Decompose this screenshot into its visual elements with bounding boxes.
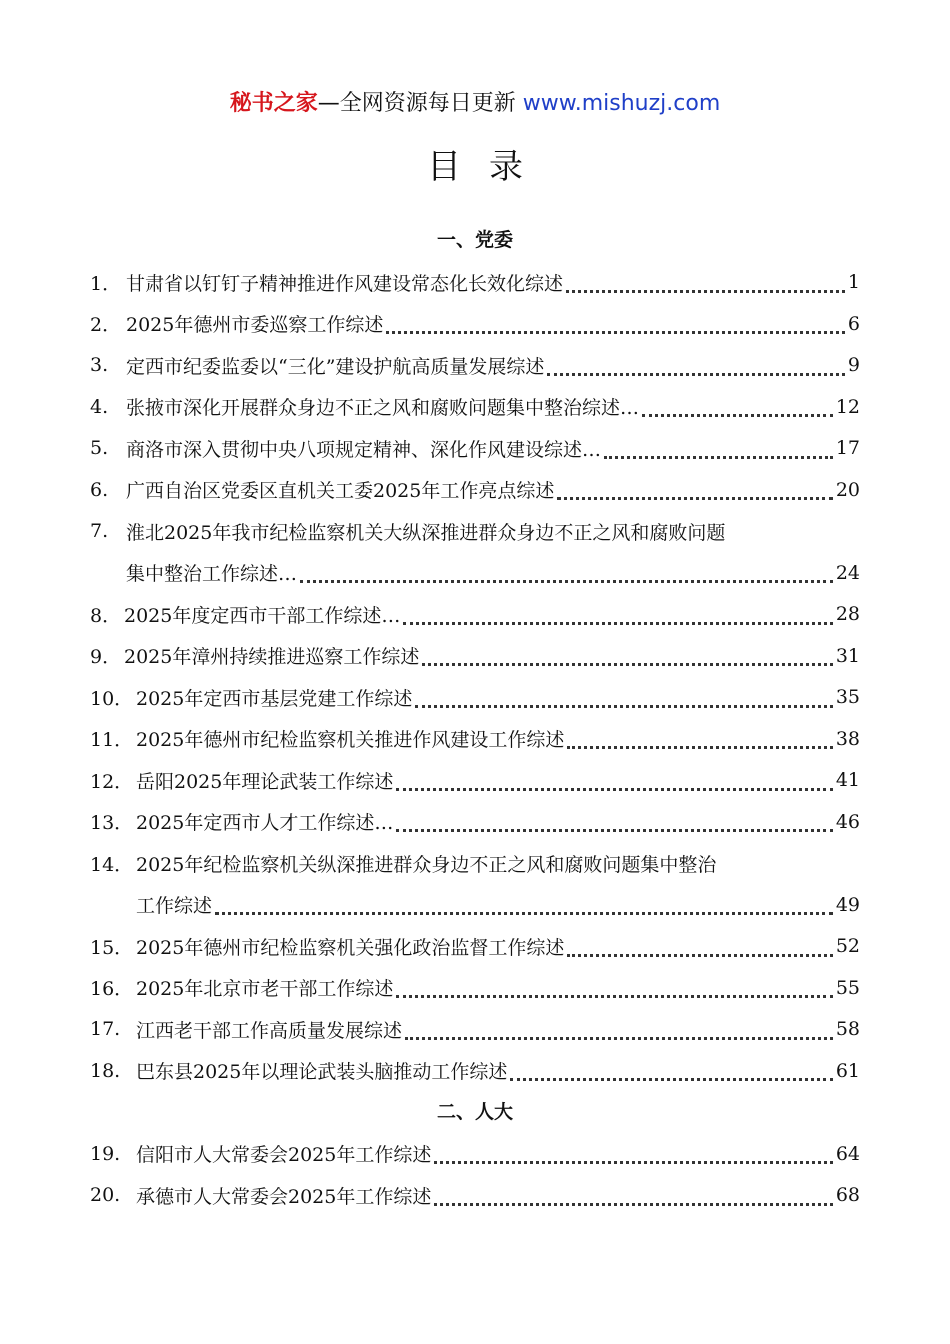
entry-title: 2025年纪检监察机关纵深推进群众身边不正之风和腐败问题集中整治 — [136, 853, 717, 876]
dot-leader — [566, 268, 845, 293]
toc-entry[interactable] — [90, 677, 860, 719]
entry-page: 38 — [835, 727, 860, 750]
dot-leader — [403, 600, 832, 625]
entry-title: 甘肃省以钉钉子精神推进作风建设常态化长效化综述 — [126, 272, 564, 295]
dot-leader — [567, 724, 832, 749]
entry-title-continued: 集中整治工作综述… — [126, 563, 298, 586]
entry-page: 61 — [835, 1059, 860, 1082]
entry-number: 9． — [90, 646, 122, 669]
entry-title: 定西市纪委监委以“三化”建设护航高质量发展综述 — [126, 355, 545, 378]
dot-leader — [415, 683, 832, 708]
entry-title: 2025年德州市纪检监察机关推进作风建设工作综述 — [136, 729, 565, 752]
entry-title: 岳阳2025年理论武装工作综述 — [136, 770, 394, 793]
toc-entry[interactable] — [90, 303, 860, 345]
entry-page: 17 — [835, 437, 860, 460]
brand-name: 秘书之家 — [229, 91, 318, 116]
entry-title: 2025年北京市老干部工作综述 — [136, 978, 394, 1001]
entry-number: 4. — [90, 395, 109, 418]
entry-page: 46 — [835, 810, 860, 833]
toc-entry[interactable] — [90, 967, 860, 1009]
entry-number: 10． — [90, 687, 134, 710]
dot-leader — [422, 641, 832, 666]
toc-entry[interactable] — [90, 635, 860, 677]
entry-title: 2025年定西市人才工作综述… — [136, 812, 394, 835]
entry-title: 2025年度定西市干部工作综述… — [124, 604, 401, 627]
dot-leader — [215, 890, 833, 915]
toc-entry[interactable] — [90, 511, 860, 553]
toc-entry[interactable] — [90, 345, 860, 387]
entry-title: 2025年漳州持续推进巡察工作综述 — [124, 646, 420, 669]
entry-number: 14． — [90, 853, 134, 876]
toc-entry-continuation[interactable] — [90, 884, 860, 926]
entry-title: 承德市人大常委会2025年工作综述 — [136, 1185, 432, 1208]
entry-number: 13． — [90, 812, 134, 835]
dot-leader — [396, 973, 832, 998]
entry-page: 55 — [835, 976, 860, 999]
toc-entry[interactable] — [90, 760, 860, 802]
dot-leader — [300, 558, 833, 583]
entry-title: 巴东县2025年以理论武装头脑推动工作综述 — [136, 1061, 508, 1084]
entry-number: 18. — [90, 1059, 121, 1082]
entry-number: 6. — [90, 478, 109, 501]
dot-leader — [642, 392, 833, 417]
entry-page: 35 — [835, 686, 860, 709]
toc-entry[interactable] — [90, 1009, 860, 1051]
entry-page: 1 — [847, 271, 860, 294]
entry-page: 49 — [835, 893, 860, 916]
entry-number: 3. — [90, 354, 109, 377]
entry-title: 江西老干部工作高质量发展综述 — [136, 1019, 403, 1042]
site-url-link[interactable]: www.mishuzj.com — [522, 91, 721, 116]
entry-number: 16． — [90, 978, 134, 1001]
toc-entry[interactable] — [90, 843, 860, 885]
dot-leader — [510, 1056, 832, 1081]
dot-leader — [557, 475, 832, 500]
entry-title: 广西自治区党委区直机关工委2025年工作亮点综述 — [126, 480, 555, 503]
dot-leader — [434, 1139, 832, 1164]
toc-entry[interactable] — [90, 594, 860, 636]
entry-number: 2． — [90, 314, 122, 337]
dot-leader — [434, 1181, 832, 1206]
dot-leader — [547, 351, 844, 376]
entry-title: 商洛市深入贯彻中央八项规定精神、深化作风建设综述… — [126, 438, 602, 461]
entry-page: 28 — [835, 603, 860, 626]
entry-title: 信阳市人大常委会2025年工作综述 — [136, 1144, 432, 1167]
entry-number: 15． — [90, 936, 134, 959]
entry-page: 64 — [835, 1142, 860, 1165]
toc-entry-continuation[interactable] — [90, 552, 860, 594]
entry-page: 68 — [835, 1184, 860, 1207]
dot-leader — [386, 309, 845, 334]
entry-title: 2025年德州市纪检监察机关强化政治监督工作综述 — [136, 936, 565, 959]
toc-entry[interactable] — [90, 926, 860, 968]
entry-page: 58 — [835, 1018, 860, 1041]
entry-number: 12． — [90, 770, 134, 793]
entry-title-continued: 工作综述 — [136, 895, 213, 918]
entry-page: 9 — [847, 354, 860, 377]
section-heading-npc: 二、人大 — [436, 1100, 513, 1123]
entry-page: 31 — [835, 644, 860, 667]
page-title: 目录 — [427, 147, 551, 187]
entry-number: 8． — [90, 604, 122, 627]
dot-leader — [567, 932, 832, 957]
dot-leader — [405, 1015, 833, 1040]
entry-page: 41 — [835, 769, 860, 792]
entry-number: 20. — [90, 1184, 121, 1207]
table-of-contents — [90, 220, 860, 1216]
entry-title: 2025年定西市基层党建工作综述 — [136, 687, 413, 710]
section-heading-party: 一、党委 — [436, 229, 513, 251]
entry-page: 20 — [835, 478, 860, 501]
banner-slogan: —全网资源每日更新 — [317, 91, 516, 116]
toc-entry[interactable] — [90, 262, 860, 304]
entry-number: 1． — [90, 272, 122, 295]
entry-number: 17. — [90, 1018, 121, 1041]
entry-number: 5. — [90, 437, 109, 460]
toc-entry[interactable] — [90, 1050, 860, 1092]
toc-entry[interactable] — [90, 428, 860, 470]
dot-leader — [604, 434, 833, 459]
dot-leader — [396, 766, 832, 791]
toc-entry[interactable] — [90, 1133, 860, 1175]
toc-entry[interactable] — [90, 1175, 860, 1217]
entry-page: 24 — [835, 561, 860, 584]
entry-title: 张掖市深化开展群众身边不正之风和腐败问题集中整治综述… — [126, 397, 640, 420]
entry-title: 2025年德州市委巡察工作综述 — [126, 314, 384, 337]
toc-entry[interactable] — [90, 386, 860, 428]
entry-number: 7. — [90, 520, 109, 543]
entry-page: 52 — [835, 935, 860, 958]
toc-entry[interactable] — [90, 469, 860, 511]
entry-title: 淮北2025年我市纪检监察机关大纵深推进群众身边不正之风和腐败问题 — [126, 521, 726, 544]
entry-number: 11． — [90, 729, 134, 752]
entry-page: 12 — [835, 395, 860, 418]
entry-number: 19. — [90, 1142, 121, 1165]
site-banner — [0, 88, 950, 120]
entry-page: 6 — [847, 312, 860, 335]
toc-entry[interactable] — [90, 718, 860, 760]
dot-leader — [396, 807, 832, 832]
toc-entry[interactable] — [90, 801, 860, 843]
